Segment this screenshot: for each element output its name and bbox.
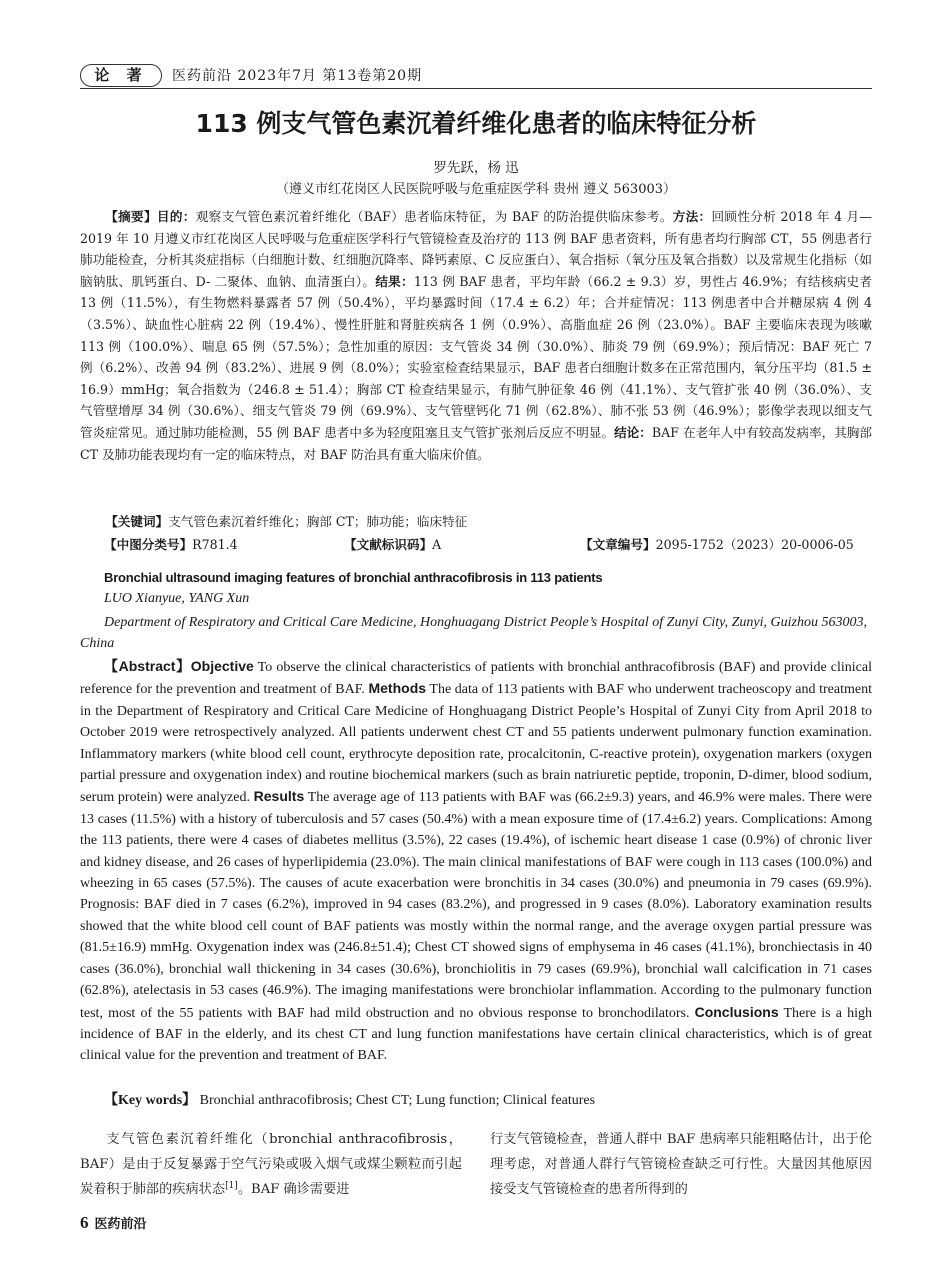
keywords-text: 支气管色素沉着纤维化；胸部 CT；肺功能；临床特征 (168, 514, 468, 529)
journal-header (80, 62, 872, 89)
conclusion-text: BAF 在老年人中有较高发病率，其胸部 CT 及肺功能表现均有一定的临床特点，对 BAF 防治具有重大临床价值。 (80, 424, 873, 462)
en-objective-label: Objective (190, 658, 254, 674)
body-column-left: 支气管色素沉着纤维化（bronchial anthracofibrosis，BAF）是由于反复暴露于空气污染或吸入烟气或煤尘颗粒而引起炭着积于肺部的疾病状态[1]。BAF 确诊需要进 (80, 1132, 462, 1197)
citation-ref[interactable]: [1] (225, 1181, 238, 1191)
article-title: 113 例支气管色素沉着纤维化患者的临床特征分析 (195, 109, 757, 138)
conclusion-label: 结论： (614, 424, 652, 440)
en-keywords-label: 【Key words】 (104, 1093, 197, 1108)
abstract-label: 【摘要】 (105, 209, 157, 224)
results-text: 113 例 BAF 患者，平均年龄（66.2 ± 9.3）岁，男性占 46.9%；有结核病史者 13 例（11.5%），有生物燃料暴露者 57 例（50.4%），平均暴露时间（17.4 ± 6.2）年；合并症情况：113 例患者中合并糖尿病 4 例 4（3.5%）、缺血性心脏病 22 例（19.4%）、慢性肝脏和肾脏疾病各 1 例（0.9%）、高脂血症 26 例（23.0%）。BAF 主要临床表现为咳嗽 113 例（100.0%）、喘息 65 例（57.5%）；急性加重的原因：支气管炎 34 例（30.0%）、肺炎 79 例（69.9%）；预后情况：BAF 死亡 7 例（6.2%）、改善 94 例（83.2%）、进展 9 例（8.0%）；实验室检查结果显示，BAF 患者白细胞计数多在正常范围内，氧分压平均（81.5 ± 16.9）mmHg；氧合指数为（246.8 ± 51.4）；胸部 CT 检查结果显示，有肺气肿征象 46 例（41.1%）、支气管扩张 40 例（36.0%）、支气管壁增厚 34 例（30.6%）、细支气管炎 79 例（69.9%）、支气管壁钙化 71 例（62.8%）、肺不张 53 例（46.9%）；影像学表现以细支气管炎症常见。通过肺功能检测，55 例 BAF 患者中多为轻度阻塞且支气管扩张剂后反应不明显。 (80, 273, 872, 440)
section-badge: 论 著 (80, 64, 162, 87)
results-label: 结果： (375, 273, 414, 289)
objective-label: 目的： (156, 209, 196, 224)
classification-row (80, 534, 872, 556)
methods-label: 方法： (672, 209, 712, 224)
en-objective-text: To observe the clinical characteristics of patients with bronchial anthracofibrosis (BAF) and provide clinical reference for the prevention and treatment of BAF. (80, 660, 873, 698)
english-keywords (80, 1090, 872, 1111)
clc-number: 【中图分类号】R781.4 (104, 537, 238, 552)
en-results-label: Results (253, 788, 305, 805)
en-keywords-text: Bronchial anthracofibrosis; Chest CT; Lung function; Clinical features (196, 1093, 596, 1108)
author-affiliation: （遵义市红花岗区人民医院呼吸与危重症医学科 贵州 遵义 563003） (275, 182, 677, 197)
en-abstract-label: 【Abstract】 (104, 658, 191, 674)
english-title: Bronchial ultrasound imaging features of bronchial anthracofibrosis in 113 patients (104, 570, 603, 585)
english-abstract (80, 656, 872, 1067)
author-list: 罗先跃，杨 迅 (433, 160, 519, 176)
chinese-abstract (80, 206, 872, 465)
article-number: 【文章编号】2095-1752（2023）20-0006-05 (580, 537, 854, 552)
methods-text: 回顾性分析 2018 年 4 月—2019 年 10 月遵义市红花岗区人民呼吸与危重症医学科行气管镜检查及治疗的 113 例 BAF 患者资料，所有患者均行胸部 CT，55 例患者行肺功能检查，分析其炎症指标（白细胞计数、红细胞沉降率、降钙素原、C 反应蛋白）、氧合指标（氧分压及氧合指数）以及常规生化指标（如脑钠肽、肌钙蛋白、D- 二聚体、血钠、血清蛋白）。 (80, 209, 873, 289)
page-footer (80, 1213, 147, 1233)
chinese-keywords (80, 511, 872, 532)
page-number: 6 (80, 1213, 89, 1232)
en-methods-label: Methods (368, 680, 427, 697)
english-affiliation: Department of Respiratory and Critical Care Medicine, Honghuagang District People’s Hospital of Zunyi City, Zunyi, Guizhou 563003, China (80, 615, 867, 651)
en-conclusions-label: Conclusions (694, 1003, 779, 1020)
document-code: 【文献标识码】A (344, 537, 442, 552)
body-column-right: 行支气管镜检查，普通人群中 BAF 患病率只能粗略估计，出于伦理考虑，对普通人群行气管镜检查缺乏可行性。大量因其他原因接受支气管镜检查的患者所得到的 (490, 1132, 872, 1197)
journal-info: 医药前沿 2023年7月 第13卷第20期 (172, 68, 423, 84)
en-results-text: The average age of 113 patients with BAF was (66.2±9.3) years, and 46.9% were males. There were 13 cases (11.5%) with a history of tuberculosis and 57 cases (50.4%) with a mean exposure time of (17.4±6.2) years. Complications: Among the 113 patients, there were 4 cases of diabetes mellitus (3.5%), 22 cases (19.4%), of ischemic heart disease 1 case (0.9%) of chronic liver and kidney disease, and 26 cases of hyperlipidemia (23.0%). The main clinical manifestations of BAF were cough in 113 cases (100.0%) and wheezing in 65 cases (57.5%). The causes of acute exacerbation were bronchitis in 34 cases (30.0%) and pneumonia in 79 cases (69.9%). Prognosis: BAF died in 7 cases (6.2%), improved in 94 cases (83.2%), and progressed in 9 cases (8.0%). Laboratory examination results showed that the white blood cell count of BAF patients was mostly within the normal range, and the average oxygen partial pressure was (81.5±16.9) mmHg. Oxygenation index was (246.8±51.4); Chest CT showed signs of emphysema in 46 cases (41.1%), bronchiectasis in 40 cases (36.0%), bronchial wall thickening in 34 cases (30.6%), bronchiolitis in 79 cases (69.9%), bronchial wall calcification in 71 cases (62.8%), atelectasis in 53 cases (46.9%). The imaging manifestations were bronchiolar inflammation. According to the pulmonary function test, most of the 55 patients with BAF had mild obstruction and no obvious response to bronchodilators. (80, 790, 872, 1021)
english-authors: LUO Xianyue, YANG Xun (104, 591, 250, 606)
en-methods-text: The data of 113 patients with BAF who underwent tracheoscopy and treatment in the Department of Respiratory and Critical Care Medicine of Honghuagang District People’s Hospital of Zunyi City from April 2018 to October 2019 were retrospectively analyzed. All patients underwent chest CT and 55 patients underwent pulmonary function examination. Inflammatory markers (white blood cell count, erythrocyte deposition rate, procalcitonin, C-reactive protein), oxygenation markers (oxygen partial pressure and oxygenation index) and routine biochemical markers (such as brain natriuretic peptide, troponin, D-dimer, blood sodium, serum protein) were analyzed. (80, 682, 872, 806)
objective-text: 观察支气管色素沉着纤维化（BAF）患者临床特征，为 BAF 的防治提供临床参考。 (195, 209, 673, 224)
en-conclusions-text: There is a high incidence of BAF in the elderly, and its chest CT and lung function manifestations have certain clinical characteristics, which is of great clinical value for the prevention and treatment of BAF. (80, 1005, 872, 1064)
footer-journal: 医药前沿 (94, 1217, 147, 1232)
keywords-label: 【关键词】 (105, 514, 169, 529)
